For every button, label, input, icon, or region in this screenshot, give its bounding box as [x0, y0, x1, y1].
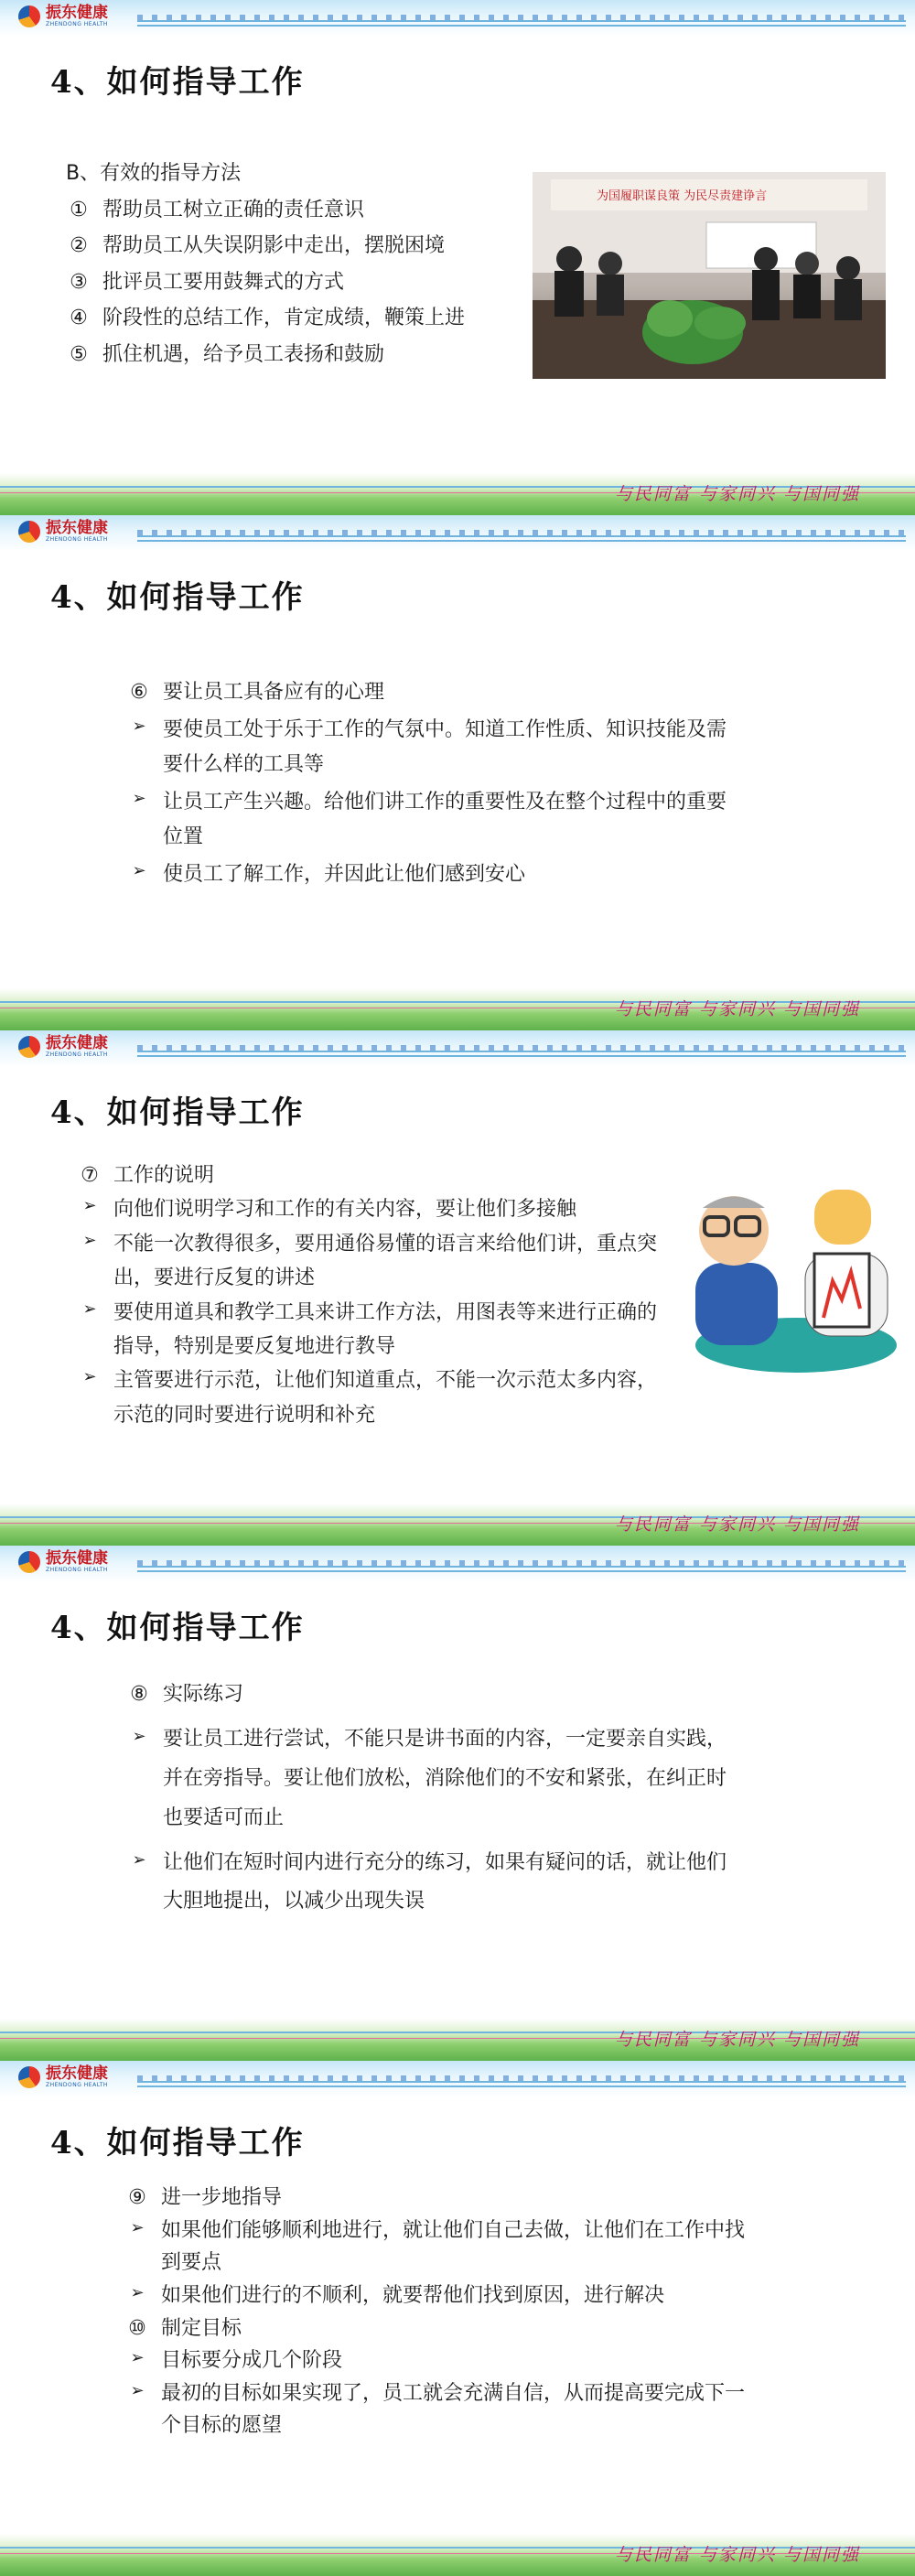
brand-name: 振东健康	[46, 1549, 108, 1568]
cartoon-teaching-illustration	[677, 1162, 897, 1373]
slide-title: 4、如何指导工作	[50, 1094, 305, 1131]
list-item: ➢ 最初的目标如果实现了，员工就会充满自信，从而提高要完成下一个目标的愿望	[130, 2380, 746, 2438]
header-band	[0, 2061, 915, 2097]
brand-logo-icon	[18, 2066, 40, 2088]
list-item: ④ 阶段性的总结工作，肯定成绩，鞭策上进	[70, 307, 466, 330]
brand-name-en: ZHENDONG HEALTH	[46, 536, 108, 543]
slide-body	[126, 1676, 730, 1922]
brand-name: 振东健康	[46, 4, 108, 22]
list-item: ➢ 要使用道具和教学工具来讲工作方法，用图表等来进行正确的指导，特别是要反复地进行教导	[82, 1299, 658, 1358]
brand-name: 振东健康	[46, 2064, 108, 2083]
list-item: ➢ 不能一次教得很多，要用通俗易懂的语言来给他们讲，重点突出，要进行反复的讲述	[82, 1230, 658, 1290]
slide-title: 4、如何指导工作	[50, 1610, 305, 1646]
footer-band	[0, 2534, 915, 2576]
list-item: ➢ 使员工了解工作，并因此让他们感到安心	[132, 860, 526, 886]
section-heading: ⑧ 实际练习	[130, 1683, 244, 1706]
slide-body	[77, 1159, 672, 1432]
list-item: ➢ 让他们在短时间内进行充分的练习，如果有疑问的话，就让他们大胆地提出，以减少出现失误	[132, 1849, 727, 1913]
brand-logo-icon	[18, 5, 40, 27]
header-band	[0, 1546, 915, 1582]
header-band	[0, 515, 915, 552]
section-heading: B、有效的指导方法	[66, 162, 242, 185]
brand-logo	[18, 521, 108, 543]
meeting-photo	[533, 172, 886, 379]
slogan: 与民同富 与家同兴 与国同强	[614, 2545, 860, 2565]
list-item: ➢ 向他们说明学习和工作的有关内容，要让他们多接触	[82, 1196, 577, 1222]
footer-band	[0, 1504, 915, 1546]
list-item: ⑨ 进一步地指导	[128, 2186, 283, 2209]
brand-name-en: ZHENDONG HEALTH	[46, 1051, 108, 1058]
list-item: ➢ 要让员工进行尝试，不能只是讲书面的内容，一定要亲自实践，并在旁指导。要让他们放松，消除他们的不安和紧张，在纠正时也要适可而止	[132, 1726, 727, 1829]
section-heading: ⑦ 工作的说明	[81, 1164, 215, 1187]
list-item: ➢ 主管要进行示范，让他们知道重点，不能一次示范太多内容，示范的同时要进行说明和补充	[82, 1367, 658, 1427]
brand-logo	[18, 1551, 108, 1573]
slogan: 与民同富 与家同兴 与国同强	[614, 1514, 860, 1535]
brand-logo	[18, 5, 108, 27]
brand-logo-icon	[18, 521, 40, 543]
slide-body	[124, 2182, 747, 2442]
slide-5	[0, 2061, 915, 2576]
list-item: ➢ 让员工产生兴趣。给他们讲工作的重要性及在整个过程中的重要位置	[132, 789, 727, 848]
list-item: ➢ 如果他们能够顺利地进行，就让他们自己去做，让他们在工作中找到要点	[130, 2217, 746, 2275]
slide-body	[126, 675, 730, 891]
slide-4	[0, 1546, 915, 2061]
brand-logo	[18, 1036, 108, 1058]
photo-banner-text: 为国履职谋良策 为民尽责建诤言	[597, 189, 768, 203]
brand-name: 振东健康	[46, 519, 108, 537]
header-band	[0, 0, 915, 37]
slide-title: 4、如何指导工作	[50, 2125, 305, 2161]
footer-band	[0, 473, 915, 515]
list-item: ➢ 要使员工处于乐于工作的气氛中。知道工作性质、知识技能及需要什么样的工具等	[132, 717, 727, 776]
slide-1	[0, 0, 915, 515]
brand-logo-icon	[18, 1036, 40, 1058]
slogan: 与民同富 与家同兴 与国同强	[614, 2030, 860, 2050]
slide-2	[0, 515, 915, 1030]
brand-logo-icon	[18, 1551, 40, 1573]
brand-name-en: ZHENDONG HEALTH	[46, 1567, 108, 1573]
list-item: ➢ 目标要分成几个阶段	[130, 2348, 343, 2373]
slide-title: 4、如何指导工作	[50, 579, 305, 616]
slogan: 与民同富 与家同兴 与国同强	[614, 999, 860, 1019]
brand-logo	[18, 2066, 108, 2088]
list-item: ① 帮助员工树立正确的责任意识	[70, 198, 365, 221]
footer-band	[0, 988, 915, 1030]
brand-name: 振东健康	[46, 1034, 108, 1052]
brand-name-en: ZHENDONG HEALTH	[46, 21, 108, 27]
list-item: ⑩ 制定目标	[128, 2316, 242, 2340]
list-item: ⑤ 抓住机遇，给予员工表扬和鼓励	[70, 342, 385, 366]
slide-title: 4、如何指导工作	[50, 64, 305, 101]
list-item: ➢ 如果他们进行的不顺利，就要帮他们找到原因，进行解决	[130, 2282, 665, 2307]
footer-band	[0, 2019, 915, 2061]
slogan: 与民同富 与家同兴 与国同强	[614, 484, 860, 504]
list-item: ② 帮助员工从失误阴影中走出，摆脱困境	[70, 234, 446, 258]
list-item: ③ 批评员工要用鼓舞式的方式	[70, 270, 345, 294]
section-heading: ⑥ 要让员工具备应有的心理	[130, 681, 385, 704]
slide-body	[66, 156, 533, 373]
brand-name-en: ZHENDONG HEALTH	[46, 2082, 108, 2088]
header-band	[0, 1030, 915, 1067]
